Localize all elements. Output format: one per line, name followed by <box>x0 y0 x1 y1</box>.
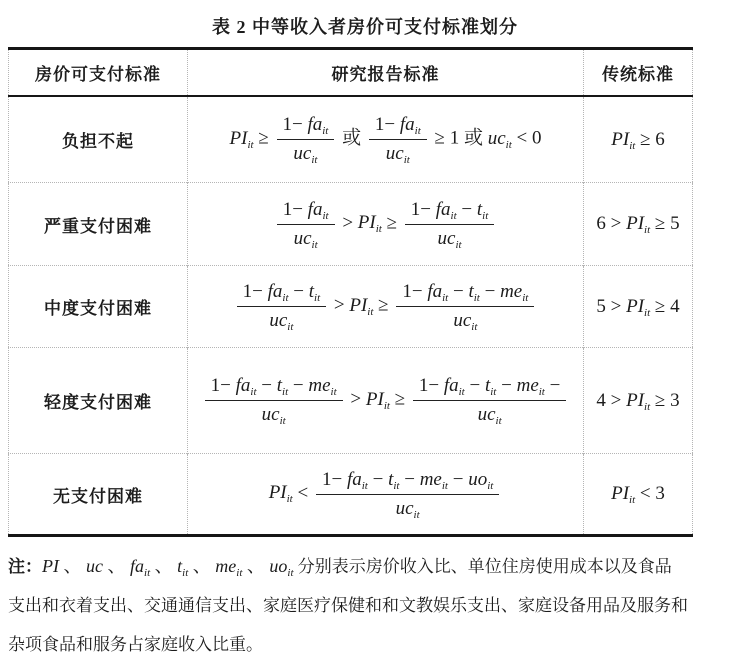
row-label: 无支付困难 <box>9 454 188 536</box>
traditional-formula: $5 > PI_{it} \ge 4$ <box>584 266 693 348</box>
table-row <box>9 348 693 454</box>
table-note <box>8 547 722 664</box>
col-header-affordability-standard: 房价可支付标准 <box>9 49 188 97</box>
row-label: 轻度支付困难 <box>9 348 188 454</box>
research-formula: $\frac{1- fa_{it}}{uc_{it}}$ > $PI_{it}$ ≥ $\frac{1- fa_{it} - t_{it}}{uc_{it}}$ <box>188 183 584 266</box>
note-line-1 <box>8 547 722 586</box>
research-formula: $\frac{1- fa_{it} - t_{it}}{uc_{it}}$ > $PI_{it}$ ≥ $\frac{1- fa_{it} - t_{it} - me_{it}}{uc_{it}}$ <box>188 266 584 348</box>
header-row <box>9 49 693 97</box>
table-row <box>9 454 693 536</box>
col-header-research-report-standard: 研究报告标准 <box>188 49 584 97</box>
table-title: 表 2 中等收入者房价可支付标准划分 <box>212 17 518 37</box>
note-line-2: 支出和衣着支出、交通通信支出、家庭医疗保健和和文教娱乐支出、家庭设备用品及服务和 <box>8 596 688 615</box>
row-label: 严重支付困难 <box>9 183 188 266</box>
traditional-formula: $4 > PI_{it} \ge 3$ <box>584 348 693 454</box>
row-label: 中度支付困难 <box>9 266 188 348</box>
note-label: 注： <box>8 557 42 576</box>
research-formula: $\frac{1- fa_{it} - t_{it} - me_{it}}{uc_{it}}$ > $PI_{it}$ ≥ $\frac{1- fa_{it} - t_{it} - me_{it} -}{uc_{it}}$ <box>188 348 584 454</box>
col-header-traditional-standard: 传统标准 <box>584 49 693 97</box>
row-label: 负担不起 <box>9 96 188 183</box>
traditional-formula: $PI_{it} \ge 6$ <box>584 96 693 183</box>
affordability-table <box>8 47 693 537</box>
note-line-3: 杂项食品和服务占家庭收入比重。 <box>8 635 263 654</box>
table-row <box>9 183 693 266</box>
note-symbols: PI 、 uc 、 $fa_{it}$ 、 $t_{it}$ 、 $me_{it}$ 、 $uo_{it}$ <box>42 556 294 579</box>
traditional-formula: $6 > PI_{it} \ge 5$ <box>584 183 693 266</box>
traditional-formula: $PI_{it} < 3$ <box>584 454 693 536</box>
table-row <box>9 96 693 183</box>
research-formula: $PI_{it}$ ≥ $\frac{1- fa_{it}}{uc_{it}}$ 或 $\frac{1- fa_{it}}{uc_{it}}$ ≥ 1 或 $uc_{it} < 0$ <box>188 96 584 183</box>
research-formula: $PI_{it}$ < $\frac{1- fa_{it} - t_{it} - me_{it} - uo_{it}}{uc_{it}}$ <box>188 454 584 536</box>
note-text-1: 分别表示房价收入比、单位住房使用成本以及食品 <box>293 557 672 576</box>
table-row <box>9 266 693 348</box>
